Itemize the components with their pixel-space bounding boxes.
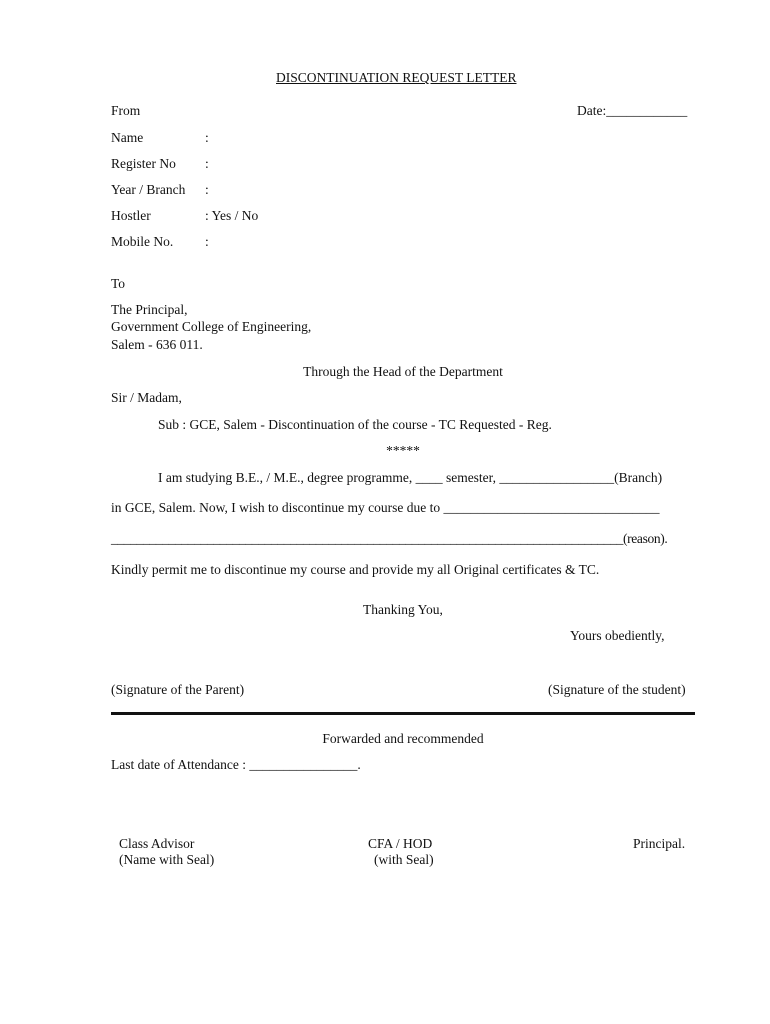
signatory-cfa-hod-note: (with Seal)	[374, 852, 434, 867]
signature-parent: (Signature of the Parent)	[111, 682, 245, 697]
through-line: Through the Head of the Department	[303, 364, 503, 379]
signatory-class-advisor-note: (Name with Seal)	[119, 852, 215, 867]
body-line-1: I am studying B.E., / M.E., degree programme, ____ semester, _________________(Branch)	[158, 470, 663, 485]
field-value-register: :	[205, 156, 209, 171]
date-field: Date:____________	[577, 103, 688, 118]
thanking-line: Thanking You,	[363, 602, 443, 617]
address-line: The Principal,	[111, 302, 188, 317]
subject-line: Sub : GCE, Salem - Discontinuation of the course - TC Requested - Reg.	[158, 417, 552, 432]
signatory-principal: Principal.	[633, 836, 686, 851]
address-line: Government College of Engineering,	[111, 319, 312, 334]
signatory-class-advisor: Class Advisor	[119, 836, 195, 851]
body-line-2: in GCE, Salem. Now, I wish to discontinue my course due to ________________________________	[111, 500, 660, 515]
letter-title: DISCONTINUATION REQUEST LETTER	[276, 70, 517, 85]
yours-obediently: Yours obediently,	[570, 628, 665, 643]
address-line: Salem - 636 011.	[111, 337, 203, 352]
last-date-attendance: Last date of Attendance : ________________.	[111, 757, 361, 772]
field-value-year-branch: :	[205, 182, 209, 197]
divider-line	[111, 712, 695, 715]
separator-stars: *****	[386, 443, 420, 458]
from-label: From	[111, 103, 141, 118]
field-label-hostler: Hostler	[111, 208, 151, 223]
field-label-name: Name	[111, 130, 144, 145]
body-line-3: ________________________________________________________________________________(reason).	[111, 531, 668, 546]
signatory-cfa-hod: CFA / HOD	[368, 836, 433, 851]
field-value-hostler: : Yes / No	[205, 208, 259, 223]
forwarded-line: Forwarded and recommended	[322, 731, 484, 746]
salutation: Sir / Madam,	[111, 390, 182, 405]
field-label-mobile: Mobile No.	[111, 234, 174, 249]
body-line-4: Kindly permit me to discontinue my course and provide my all Original certificates & TC.	[111, 562, 600, 577]
to-label: To	[111, 276, 126, 291]
field-label-register: Register No	[111, 156, 176, 171]
signature-student: (Signature of the student)	[548, 682, 686, 697]
field-value-name: :	[205, 130, 209, 145]
field-value-mobile: :	[205, 234, 209, 249]
field-label-year-branch: Year / Branch	[111, 182, 186, 197]
